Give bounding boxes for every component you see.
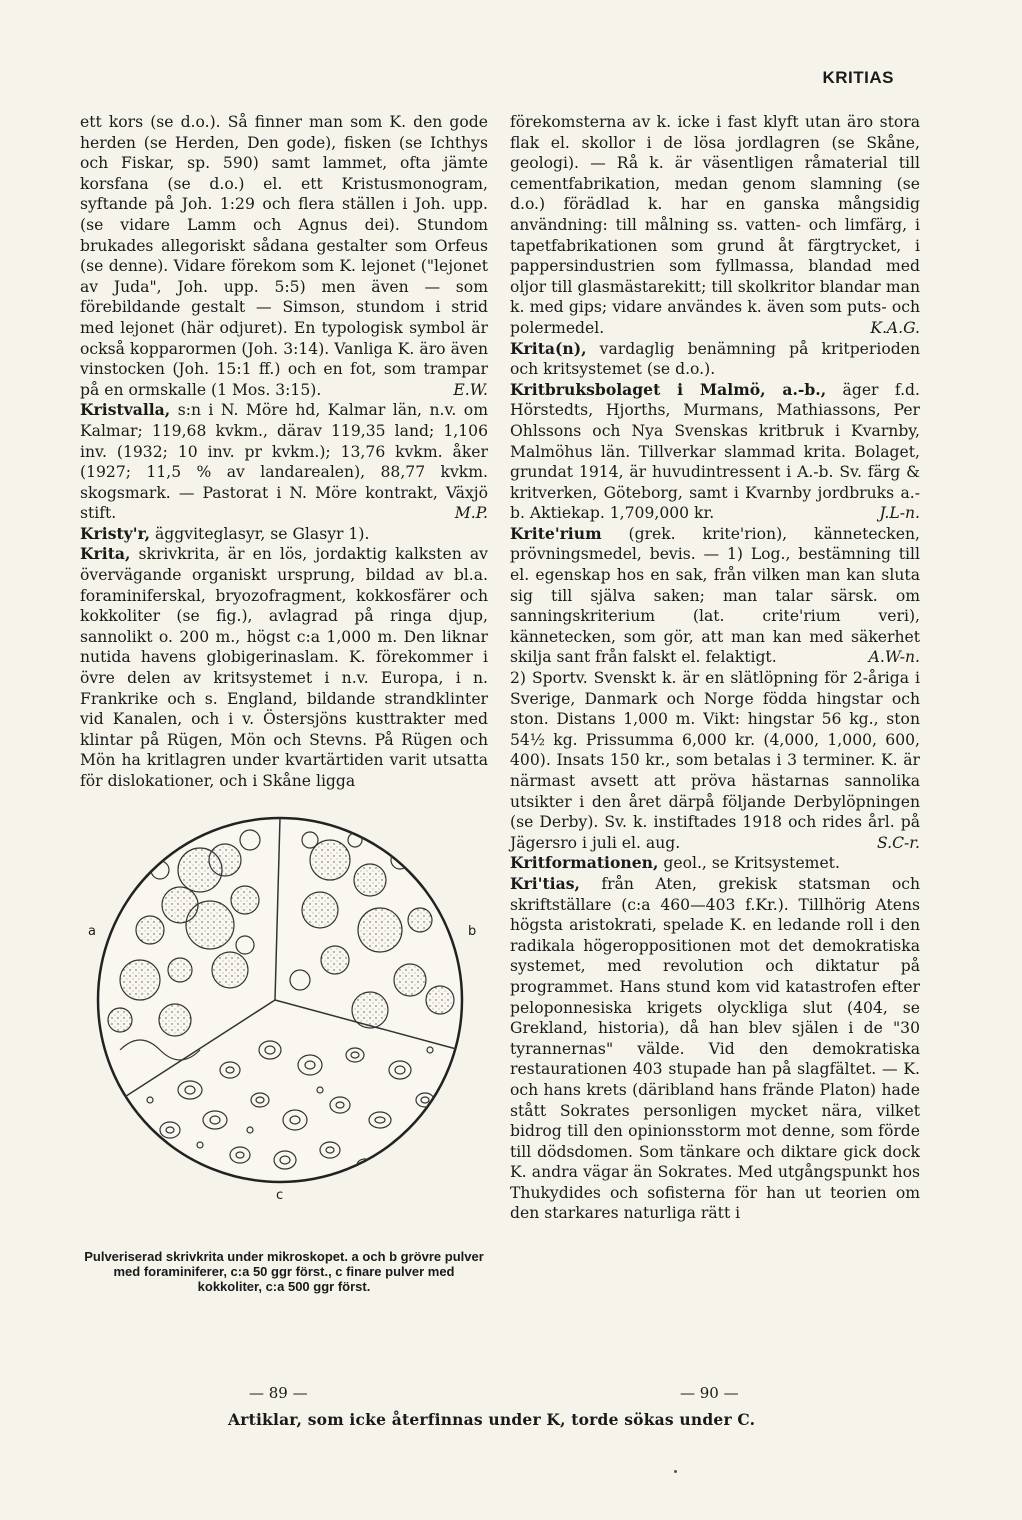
microscope-illustration	[80, 800, 488, 1205]
headword: Kritformationen,	[510, 853, 659, 873]
article-krita	[80, 544, 488, 791]
footer-note: Artiklar, som icke återfinnas under K, torde sökas under C.	[228, 1410, 756, 1429]
article-text: vardaglig benämning på kritperioden och kritsystemet (se d.o.).	[510, 339, 920, 379]
left-column	[80, 112, 488, 1294]
article-kriterium-2	[510, 668, 920, 853]
article-text: äggviteglasyr, se Glasyr 1).	[155, 524, 370, 543]
author-signature: M.P.	[454, 504, 488, 523]
headword: Krita,	[80, 544, 131, 564]
article-text: (grek. krite'rion), kännetecken, prövningsmedel, bevis. — 1) Log., bestämning till el. egenskap hos en sak, från vilken man kan sluta sig till själva saken; man talar särsk. om sanningskriterium (lat. crite'rium veri), kännetecken, som gör, att man kan med säkerhet skilja sant från falskt el. felaktigt.	[510, 524, 920, 667]
article-kriterium	[510, 524, 920, 668]
article-continuation	[510, 112, 920, 339]
article-continuation	[80, 112, 488, 400]
article-kritformationen	[510, 853, 920, 874]
article-text: s:n i N. Möre hd, Kalmar län, n.v. om Kalmar; 119,68 kvkm., därav 119,35 land; 1,106 inv. (1932; 10 inv. pr kvkm.); 13,76 kvkm. åker (1927; 11,5 % av landarealen), 88,77 kvkm. skogsmark. — Pastorat i N. Möre kontrakt, Växjö stift.	[80, 401, 488, 523]
right-column	[510, 112, 920, 1224]
article-text: äger f.d. Hörstedts, Hjorths, Murmans, Mathiassons, Per Ohlssons och Nya Svenskas kritbruk i Kvarnby, Malmöhus län. Tillverkar slammad krita. Bolaget, grundat 1914, är huvudintressent i A.-b. Sv. färg & kritverken, Göteborg, samt i Kvarnby jordbruks a.-b. Aktiekap. 1,709,000 kr.	[510, 380, 920, 523]
headword: Krite'rium	[510, 523, 602, 543]
microscope-field	[98, 818, 462, 1182]
article-kritias	[510, 874, 920, 1224]
figure-label-a: a	[88, 923, 96, 939]
author-signature: S.C-r.	[877, 833, 920, 852]
article-kristvalla	[80, 400, 488, 524]
author-signature: J.L-n.	[879, 504, 920, 523]
article-text: skrivkrita, är en lös, jordaktig kalksten av övervägande organiskt ursprung, bildad av bl.a. foraminiferskal, bryozofragment, kokkosfärer och kokkoliter (se fig.), avlagrad på ringa djup, sannolikt o. 200 m., högst c:a 1,000 m. Den liknar nutida havens globigerinaslam. K. förekommer i övre delen av kritsystemet i n.v. Europa, i n. Frankrike och s. England, bildande strandklinter vid Kanalen, och i v. Östersjöns kusttrakter med klintar på Rügen, Mön och Stevns. På Rügen och Mön ha kritlagren under kvartärtiden varit utsatta för dislokationer, och i Skåne ligga	[80, 545, 488, 790]
running-head: KRITIAS	[822, 68, 894, 87]
print-speck	[674, 1470, 677, 1473]
article-kritan	[510, 339, 920, 380]
microscope-figure	[80, 800, 488, 1245]
page-number-left: — 89 —	[249, 1384, 308, 1402]
headword: Kri'tias,	[510, 873, 580, 893]
figure-caption: Pulveriserad skrivkrita under mikroskopet. a och b grövre pulver med foraminiferer, c:a 50 ggr först., c finare pulver med kokkoliter, c:a 500 ggr först.	[84, 1248, 484, 1294]
article-kristyr	[80, 524, 488, 545]
article-text: ett kors (se d.o.). Så finner man som K. den gode herden (se Herden, Den gode), fisken (se Ichthys och Fiskar, sp. 590) samt lammet, ofta jämte korsfana (se d.o.) el. ett Kristusmonogram, syftande på Joh. 1:29 och flera ställen i Joh. upp. (se vidare Lamm och Agnus dei). Stundom brukades allegoriskt sådana gestalter som Orfeus (se denne). Vidare förekom som K. lejonet ("lejonet av Juda", Joh. upp. 5:5) men även — som förebildande gestalt — Simson, stundom i strid med lejonet (här odjuret). En typologisk symbol är också kopparormen (Joh. 3:14). Vanliga K. äro även vinstocken (Joh. 15:1 ff.) och en fot, som trampar på en ormskalle (1 Mos. 3:15).	[80, 113, 488, 399]
article-text: geol., se Kritsystemet.	[663, 854, 840, 873]
article-text: 2) Sportv. Svenskt k. är en slätlöpning för 2-åriga i Sverige, Danmark och Norge födda hingstar och ston. Distans 1,000 m. Vikt: hingstar 56 kg., ston 54½ kg. Prissumma 6,000 kr. (4,000, 1,000, 600, 400). Insats 150 kr., som betalas i 3 terminer. K. är närmast avsett att pröva hästarnas sannolika utsikter i den året därpå följande Derbylöpningen (se Derby). Sv. k. instiftades 1918 och rides årl. på Jägersro i juli el. aug.	[510, 669, 920, 852]
headword: Kritbruksbolaget i Malmö, a.-b.,	[510, 379, 827, 399]
headword: Kristvalla,	[80, 400, 171, 420]
figure-label-b: b	[468, 923, 477, 939]
page-number-right: — 90 —	[680, 1384, 739, 1402]
figure-label-c: c	[276, 1187, 284, 1203]
author-signature: E.W.	[453, 380, 488, 399]
author-signature: K.A.G.	[870, 318, 920, 337]
article-kritbruksbolaget	[510, 380, 920, 524]
headword: Krita(n),	[510, 338, 587, 358]
author-signature: A.W-n.	[868, 648, 920, 667]
article-text: förekomsterna av k. icke i fast klyft utan äro stora flak el. skollor i de lösa jordlagren (se Skåne, geologi). — Rå k. är väsentligen råmaterial till cementfabrikation, medan genom slamning (se d.o.) förädlad k. har en ganska mångsidig användning: till målning ss. vatten- och limfärg, i tapetfabrikationen som grund åt färgtrycket, i pappersindustrien som fyllmassa, blandad med oljor till glasmästarekitt; till skolkritor blandar man k. med gips; vidare användes k. även som puts- och polermedel.	[510, 113, 920, 337]
article-text: från Aten, grekisk statsman och skriftställare (c:a 460—403 f.Kr.). Tillhörig Atens högsta aristokrati, spelade K. en ledande roll i den radikala högeroppositionen mot det demokratiska systemet, med revolution och diktatur på programmet. Hans stund kom vid katastrofen efter peloponnesiska krigets olyckliga slut (404, se Grekland, historia), då han blev själen i de "30 tyrannernas" välde. Vid den demokratiska restaurationen 403 stupade han på slagfältet. — K. och hans krets (däribland hans frände Platon) hade stått Sokrates personligen mycket nära, vilket bidrog till den opinionsstorm mot denne, som förde till dödsdomen. Som tänkare och diktare gick dock K. andra vägar än Sokrates. Med utgångspunkt hos Thukydides och sofisterna för han ut teorien om den starkares naturliga rätt i	[510, 874, 920, 1223]
headword: Kristy'r,	[80, 523, 151, 543]
